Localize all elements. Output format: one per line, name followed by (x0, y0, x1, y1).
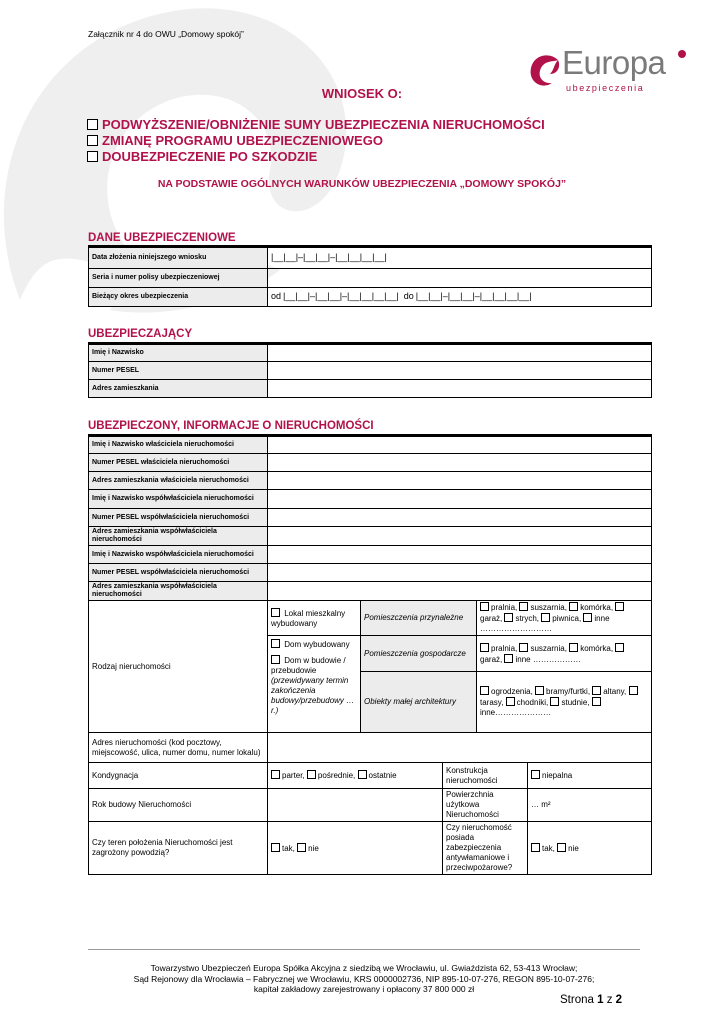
pesel-field[interactable] (268, 362, 652, 380)
opt-checkbox[interactable] (307, 770, 316, 779)
coowner1-address-field[interactable] (268, 527, 652, 546)
property-address-field[interactable] (268, 733, 652, 763)
kondygnacja-label: Kondygnacja (89, 763, 268, 789)
option-sum-change: PODWYŻSZENIE/OBNIŻENIE SUMY UBEZPIECZENIA NIERUCHOMOŚCI (87, 117, 545, 133)
rok-field[interactable] (268, 789, 443, 822)
opt-checkbox[interactable] (297, 843, 306, 852)
type-checkbox[interactable] (271, 639, 280, 648)
address-field[interactable] (268, 380, 652, 398)
ubezpieczajacy-table (88, 344, 652, 398)
section-title-dane: DANE UBEZPIECZENIOWE (88, 232, 236, 244)
row-label: Seria i numer polisy ubezpieczeniowej (89, 269, 268, 288)
form-title: WNIOSEK O: (321, 86, 403, 101)
opt-checkbox[interactable] (629, 686, 638, 695)
section-title-ubezpieczajacy: UBEZPIECZAJĄCY (88, 328, 193, 340)
owner-pesel-field[interactable] (268, 454, 652, 472)
coowner2-address-field[interactable] (268, 582, 652, 601)
opt-checkbox[interactable] (557, 843, 566, 852)
option-program-change: ZMIANĘ PROGRAMU UBEZPIECZENIOWEGO (87, 133, 545, 149)
option-checkbox[interactable] (87, 119, 98, 130)
opt-checkbox[interactable] (480, 686, 489, 695)
row-label: Numer PESEL współwłaściciela nieruchomości (89, 564, 268, 582)
row-label: Bieżący okres ubezpieczenia (89, 288, 268, 307)
opt-checkbox[interactable] (583, 613, 592, 622)
coowner1-name-field[interactable] (268, 490, 652, 509)
opt-checkbox[interactable] (615, 602, 624, 611)
type-lokal[interactable]: Lokal mieszkalny wybudowany (268, 601, 361, 636)
obiekty-label: Obiekty małej architektury (361, 672, 477, 733)
footer: Towarzystwo Ubezpieczeń Europa Spółka Akcyjna z siedzibą we Wrocławiu, ul. Gwiaździsta 62, 53-413 Wrocław; Sąd Rejonowy dla Wrocławia – Fabrycznej we Wrocławiu, KRS 0000002736, NIP 895-10-07-276, REGON 895-10-07-276; kapitał zakładowy zarejestrowany i opłacony 37 800 000 zł (133, 963, 595, 994)
insurance-period-field[interactable]: od |__|__|–|__|__|–|__|__|__|__| do |__|__|–|__|__|–|__|__|__|__| (268, 288, 652, 307)
property-address-label: Adres nieruchomości (kod pocztowy, miejscowość, ulica, numer domu, numer lokalu) (89, 733, 268, 763)
powodz-label: Czy teren położenia Nieruchomości jest zagrożony powodzią? (89, 822, 268, 875)
opt-checkbox[interactable] (531, 843, 540, 852)
konstrukcja-option: niepalna (528, 763, 652, 789)
coowner2-pesel-field[interactable] (268, 564, 652, 582)
owner-address-field[interactable] (268, 472, 652, 490)
coowner1-pesel-field[interactable] (268, 509, 652, 527)
powierzchnia-field[interactable]: … m² (528, 789, 652, 822)
row-label: Numer PESEL (89, 362, 268, 380)
row-label: Numer PESEL właściciela nieruchomości (89, 454, 268, 472)
opt-checkbox[interactable] (358, 770, 367, 779)
type-dom[interactable]: Dom wybudowany Dom w budowie / przebudowie (przewidywany termin zakończenia budowy/przebudowy … r.) (268, 636, 361, 733)
logo-subtitle: ubezpieczenia (566, 83, 645, 93)
rodzaj-label: Rodzaj nieruchomości (89, 601, 268, 733)
opt-checkbox[interactable] (271, 770, 280, 779)
option-after-claim: DOUBEZPIECZENIE PO SZKODZIE (87, 149, 545, 165)
pom-przynalezne-label: Pomieszczenia przynależne (361, 601, 477, 636)
row-label: Imię i Nazwisko współwłaściciela nieruchomości (89, 546, 268, 564)
annex-note: Załącznik nr 4 do OWU „Domowy spokój” (88, 29, 244, 39)
row-label: Adres zamieszkania współwłaściciela nieruchomości (89, 527, 268, 546)
row-label: Numer PESEL współwłaściciela nieruchomości (89, 509, 268, 527)
row-label: Imię i Nazwisko właściciela nieruchomości (89, 437, 268, 454)
logo-swirl-icon (528, 50, 562, 90)
rok-label: Rok budowy Nieruchomości (89, 789, 268, 822)
ubezpieczony-table (88, 436, 652, 875)
type-checkbox[interactable] (271, 655, 280, 664)
footer-divider (88, 949, 640, 950)
row-label: Imię i Nazwisko współwłaściciela nieruchomości (89, 490, 268, 509)
request-options (87, 117, 545, 165)
logo-dot-icon (678, 50, 686, 58)
opt-checkbox[interactable] (592, 697, 601, 706)
opt-checkbox[interactable] (535, 686, 544, 695)
submission-date-field[interactable]: |__|__|–|__|__|–|__|__|__|__| (268, 248, 652, 269)
zabezp-options: tak, nie (528, 822, 652, 875)
opt-checkbox[interactable] (480, 602, 489, 611)
opt-checkbox[interactable] (504, 654, 513, 663)
opt-checkbox[interactable] (519, 643, 528, 652)
konstrukcja-label: Konstrukcja nieruchomości (443, 763, 528, 789)
page-number: Strona 1 z 2 (560, 994, 623, 1006)
opt-checkbox[interactable] (615, 643, 624, 652)
dane-table (88, 247, 652, 307)
owner-name-field[interactable] (268, 437, 652, 454)
opt-checkbox[interactable] (480, 643, 489, 652)
section-title-ubezpieczony: UBEZPIECZONY, INFORMACJE O NIERUCHOMOŚCI (88, 420, 374, 432)
row-label: Imię i Nazwisko (89, 345, 268, 362)
opt-checkbox[interactable] (504, 613, 513, 622)
row-label: Adres zamieszkania (89, 380, 268, 398)
option-checkbox[interactable] (87, 151, 98, 162)
kondygnacja-options: parter, pośrednie, ostatnie (268, 763, 443, 789)
opt-checkbox[interactable] (541, 613, 550, 622)
opt-checkbox[interactable] (531, 770, 540, 779)
row-label: Data złożenia niniejszego wniosku (89, 248, 268, 269)
type-checkbox[interactable] (271, 608, 280, 617)
opt-checkbox[interactable] (271, 843, 280, 852)
powodz-options: tak, nie (268, 822, 443, 875)
row-label: Adres zamieszkania współwłaściciela nieruchomości (89, 582, 268, 601)
opt-checkbox[interactable] (519, 602, 528, 611)
obiekty-options: ogrodzenia, bramy/furtki, altany, tarasy, chodniki, studnie, inne………………… (477, 672, 652, 733)
opt-checkbox[interactable] (569, 643, 578, 652)
powierzchnia-label: Powierzchnia użytkowa Nieruchomości (443, 789, 528, 822)
logo-name: Europa (562, 44, 666, 81)
opt-checkbox[interactable] (506, 697, 515, 706)
zabezp-label: Czy nieruchomość posiada zabezpieczenia antywłamaniowe i przeciwpożarowe? (443, 822, 528, 875)
opt-checkbox[interactable] (569, 602, 578, 611)
policy-number-field[interactable] (268, 269, 652, 288)
name-field[interactable] (268, 345, 652, 362)
pom-gospodarcze-label: Pomieszczenia gospodarcze (361, 636, 477, 672)
opt-checkbox[interactable] (592, 686, 601, 695)
row-label: Adres zamieszkania właściciela nieruchomości (89, 472, 268, 490)
option-checkbox[interactable] (87, 135, 98, 146)
basis-heading: NA PODSTAWIE OGÓLNYCH WARUNKÓW UBEZPIECZENIA „DOMOWY SPOKÓJ” (157, 178, 567, 190)
opt-checkbox[interactable] (550, 697, 559, 706)
pom-gospodarcze-options: pralnia, suszarnia, komórka, garaż, inne ……………… (477, 636, 652, 672)
pom-przynalezne-options: pralnia, suszarnia, komórka, garaż, strych, piwnica, inne ……………………… (477, 601, 652, 636)
coowner2-name-field[interactable] (268, 546, 652, 564)
